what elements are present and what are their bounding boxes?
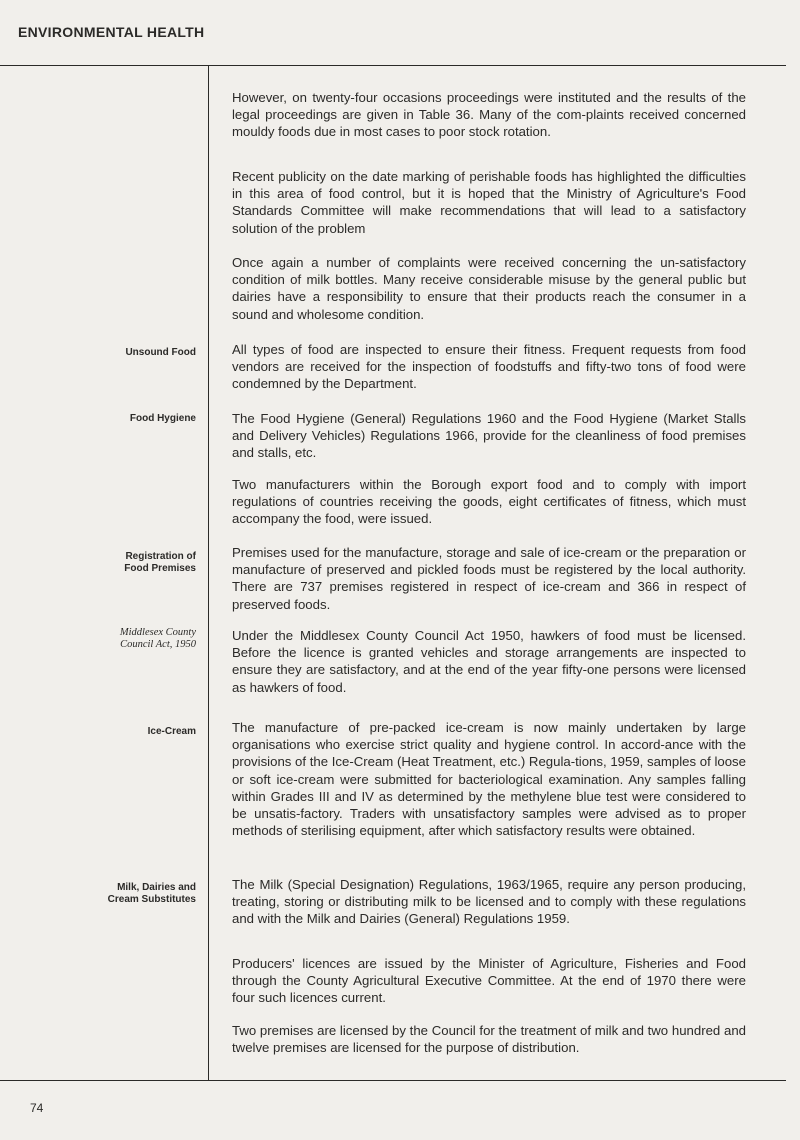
paragraph-middlesex: Under the Middlesex County Council Act 1950, hawkers of food must be licensed. Before the licence is granted vehicles and storage arrangements are inspected to ensure they are satisfactory, and at the end of the year fifty-one persons were licensed as hawkers of food.: [232, 628, 746, 695]
sidenote-milk-line1: Milk, Dairies and: [117, 882, 196, 893]
sidenote-middlesex-line2: Council Act, 1950: [120, 639, 196, 650]
paragraph-food-hygiene: The Food Hygiene (General) Regulations 1960 and the Food Hygiene (Market Stalls and Delivery Vehicles) Regulations 1966, provide for the cleanliness of food premises and stalls, etc.: [232, 411, 746, 461]
sidenote-unsound-food: Unsound Food: [125, 347, 196, 358]
page-number: 74: [30, 1101, 44, 1115]
section-title: ENVIRONMENTAL HEALTH: [18, 24, 205, 40]
sidenote-food-hygiene: Food Hygiene: [129, 413, 196, 424]
bottom-rule: [0, 1080, 786, 1081]
sidenote-middlesex: [0, 627, 196, 651]
paragraph-producers-licences: Producers' licences are issued by the Minister of Agriculture, Fisheries and Food through the County Agricultural Executive Committee. At the end of 1970 there were four such licences current.: [232, 956, 746, 1006]
sidenote-registration: [0, 551, 196, 575]
top-rule: [0, 65, 786, 66]
paragraph-export: Two manufacturers within the Borough export food and to comply with import regulations of countries receiving the goods, eight certificates of fitness, which must accompany the food, were issued.: [232, 477, 746, 527]
paragraph-premises-licensed: Two premises are licensed by the Council for the treatment of milk and two hundred and twelve premises are licensed for the purpose of distribution.: [232, 1023, 746, 1056]
paragraph-registration: Premises used for the manufacture, storage and sale of ice-cream or the preparation or manufacture of preserved and pickled foods must be registered by the local authority. There are 737 premises registered in respect of ice-cream and 366 in respect of preserved foods.: [232, 545, 746, 612]
column-divider: [208, 65, 209, 1081]
sidenote-registration-line2: Food Premises: [124, 563, 196, 574]
paragraph-ice-cream: The manufacture of pre-packed ice-cream is now mainly undertaken by large organisations who exercise strict quality and hygiene control. In accord-ance with the provisions of the Ice-Cream (Heat Treatment, etc.) Regula-tions, 1959, samples of loose or soft ice-cream were submitted for bacteriological examination. Any samples falling within Grades III and IV as determined by the methylene blue test were considered to be unsatis-factory. Traders with unsatisfactory samples were advised as to proper methods of sterilising equipment, after which satisfactory results were obtained.: [232, 720, 746, 839]
sidenote-middlesex-line1: Middlesex County: [119, 627, 196, 638]
sidenote-ice-cream: Ice-Cream: [147, 726, 196, 737]
sidenote-registration-line1: Registration of: [125, 551, 196, 562]
paragraph-milk-regulations: The Milk (Special Designation) Regulations, 1963/1965, require any person producing, treating, storing or distributing milk to be licensed and to comply with these regulations and with the Milk and Dairies (General) Regulations 1959.: [232, 877, 746, 927]
sidenote-milk: [0, 882, 196, 906]
paragraph-milk-bottles: Once again a number of complaints were received concerning the un-satisfactory condition of milk bottles. Many receive considerable misuse by the general public but dairies have a responsibility to ensure that their products reach the consumer in a sound and wholesome condition.: [232, 255, 746, 322]
sidenote-milk-line2: Cream Substitutes: [107, 894, 196, 905]
paragraph-unsound-food: All types of food are inspected to ensure their fitness. Frequent requests from food vendors are received for the inspection of foodstuffs and fifty-two tons of food were condemned by the Department.: [232, 342, 746, 392]
paragraph-proceedings: However, on twenty-four occasions proceedings were instituted and the results of the legal proceedings are given in Table 36. Many of the com-plaints received concerned mouldy foods due in most cases to poor stock rotation.: [232, 90, 746, 140]
paragraph-date-marking: Recent publicity on the date marking of perishable foods has highlighted the difficulties in this area of food control, but it is hoped that the Ministry of Agriculture's Food Standards Committee will make recommendations that will lead to a satisfactory solution of the problem: [232, 169, 746, 236]
